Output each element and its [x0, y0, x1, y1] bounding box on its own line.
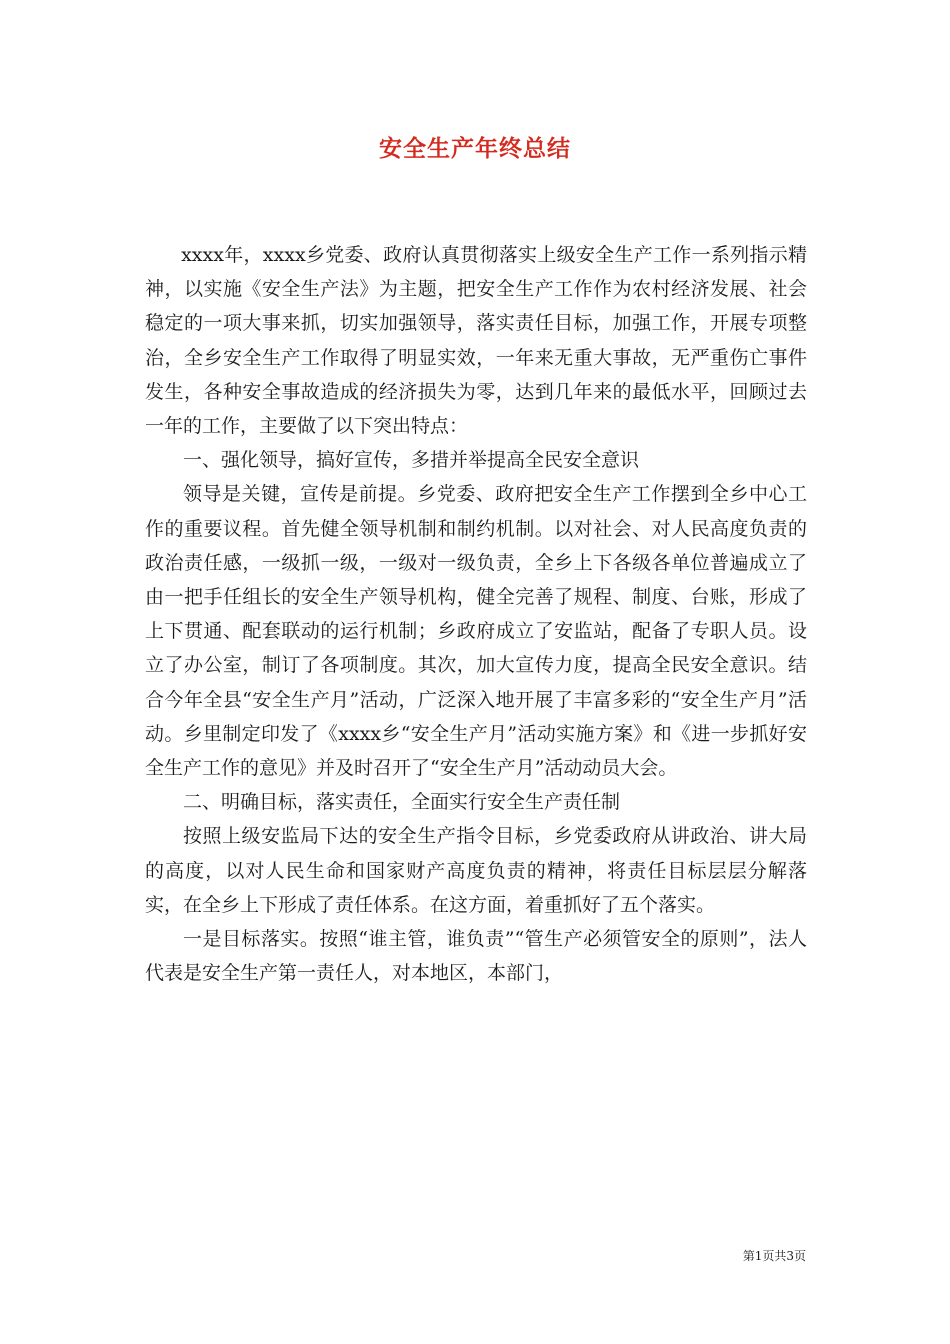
section-heading-1: 一、强化领导，搞好宣传，多措并举提高全民安全意识: [183, 449, 640, 472]
document-body: [145, 238, 807, 990]
paragraph-target-implementation: 一是目标落实。按照“谁主管，谁负责”“管生产必须管安全的原则”，法人代表是安全生产第一责任人，对本地区，本部门，: [145, 928, 807, 985]
section-heading-2: 二、明确目标，落实责任，全面实行安全生产责任制: [183, 791, 621, 814]
document-title: 安全生产年终总结: [379, 135, 571, 162]
paragraph-section-1: 领导是关键，宣传是前提。乡党委、政府把安全生产工作摆到全乡中心工作的重要议程。首先健全领导机制和制约机制。以对社会、对人民高度负责的政治责任感，一级抓一级，一级对一级负责，全乡上下各级各单位普遍成立了由一把手任组长的安全生产领导机构，健全完善了规程、制度、台账，形成了上下贯通、配套联动的运行机制；乡政府成立了安监站，配备了专职人员。设立了办公室，制订了各项制度。其次，加大宣传力度，提高全民安全意识。结合今年全县“安全生产月”活动，广泛深入地开展了丰富多彩的“安全生产月”活动。乡里制定印发了《xxxx乡“安全生产月”活动实施方案》和《进一步抓好安全生产工作的意见》并及时召开了“安全生产月”活动动员大会。: [145, 483, 807, 780]
page-number: 第1页共3页: [742, 1249, 806, 1263]
paragraph-section-2: 按照上级安监局下达的安全生产指令目标，乡党委政府从讲政治、讲大局的高度，以对人民生命和国家财产高度负责的精神，将责任目标层层分解落实，在全乡上下形成了责任体系。在这方面，着重抓好了五个落实。: [145, 825, 807, 916]
paragraph-intro: xxxx年，xxxx乡党委、政府认真贯彻落实上级安全生产工作一系列指示精神，以实施《安全生产法》为主题，把安全生产工作作为农村经济发展、社会稳定的一项大事来抓，切实加强领导，落实责任目标，加强工作，开展专项整治，全乡安全生产工作取得了明显实效，一年来无重大事故，无严重伤亡事件发生，各种安全事故造成的经济损失为零，达到几年来的最低水平，回顾过去一年的工作，主要做了以下突出特点：: [145, 244, 807, 438]
